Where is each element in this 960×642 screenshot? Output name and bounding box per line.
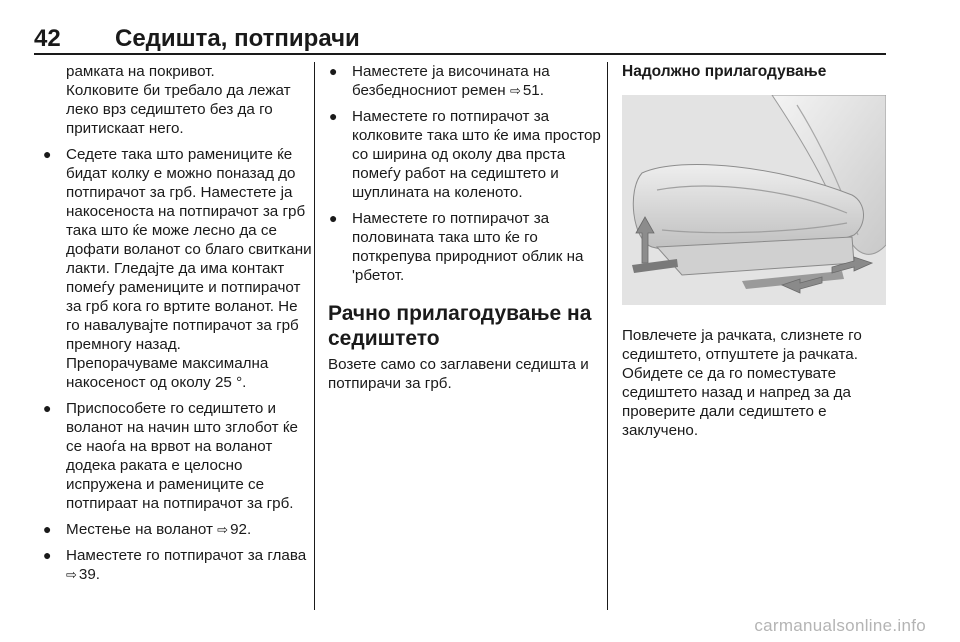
list-item-text: Наместете го потпирачот за половината така што ќе го поткрепува природниот облик на 'рбетот. — [352, 210, 584, 284]
bullet-icon: ● — [329, 63, 338, 79]
ref-arrow-icon: ⇨ — [509, 83, 521, 98]
section-text: Возете само со заглавени седишта и потпирачи за грб. — [328, 356, 589, 392]
page-title: Седишта, потпирачи — [115, 25, 360, 52]
bullet-icon: ● — [329, 108, 338, 124]
subsection-heading: Надолжно прилагодување — [622, 63, 827, 80]
list-item — [328, 62, 602, 100]
bullet-icon: ● — [43, 400, 52, 416]
column-divider — [314, 62, 315, 610]
list-item — [42, 399, 314, 513]
list-item-text: Наместете ја височината на безбедносниот ремен — [352, 63, 550, 99]
bullet-list — [328, 62, 602, 285]
column-divider — [607, 62, 608, 610]
bullet-icon: ● — [329, 210, 338, 226]
bullet-icon: ● — [43, 521, 52, 537]
list-item — [42, 145, 314, 392]
list-item — [328, 209, 602, 285]
page-reference-link[interactable]: 92. — [230, 521, 252, 538]
continuation-text: рамката на покривот. — [66, 63, 215, 80]
seat-adjustment-illustration — [622, 95, 886, 305]
page-reference-link[interactable]: 51. — [522, 82, 544, 99]
list-item-text: Седете така што рамениците ќе бидат колку е можно поназад до потпирачот за грб. Наместете ја накосеноста на потпирачот за грб така што ќе може лесно да се дофати воланот со благо свиткани лакти. Гледајте да има контакт помеѓу рамениците и потпирачот за грб кога го вртите воланот. Не го навалувајте потпирачот за грб премногу назад. — [66, 146, 312, 353]
list-item-text: Местење на воланот — [66, 521, 213, 538]
ref-arrow-icon: ⇨ — [66, 567, 77, 582]
header-rule — [34, 53, 886, 55]
section-heading: Рачно прилагодување на седиштето — [328, 302, 592, 350]
figure-caption: Повлечете ја рачката, слизнете го седиштето, отпуштете ја рачката. Обидете се да го поместувате седиштето назад и напред за да проверите дали седиштето е заклучено. — [622, 327, 862, 439]
list-item-text: Приспособете го седиштето и воланот на начин што зглобот ќе се наоѓа на врвот на воланот додека раката е целосно испружена и рамениците се потпираат на потпирачот за грб. — [66, 400, 298, 512]
list-item — [42, 546, 314, 584]
watermark: carmanualsonline.info — [754, 616, 926, 635]
column-2 — [328, 62, 602, 393]
page-reference-link[interactable]: 39. — [78, 566, 101, 583]
bullet-icon: ● — [43, 146, 52, 162]
list-item — [328, 107, 602, 202]
bullet-list — [42, 145, 314, 584]
column-1 — [42, 62, 314, 584]
page-number: 42 — [34, 25, 61, 52]
list-item-text: Наместете го потпирачот за глава — [66, 547, 307, 564]
bullet-icon: ● — [43, 547, 52, 563]
continuation-text: Колковите би требало да лежат леко врз седиштето без да го притискаат него. — [66, 82, 291, 137]
ref-arrow-icon: ⇨ — [217, 522, 229, 537]
column-3 — [622, 62, 886, 440]
list-item-extra: Препорачуваме максимална накосеност од околу 25 °. — [66, 355, 269, 391]
list-item — [42, 520, 314, 539]
list-item-text: Наместете го потпирачот за колковите така што ќе има простор со ширина од околу два прста помеѓу работ на седиштето и шуплината на коленото. — [352, 108, 601, 201]
